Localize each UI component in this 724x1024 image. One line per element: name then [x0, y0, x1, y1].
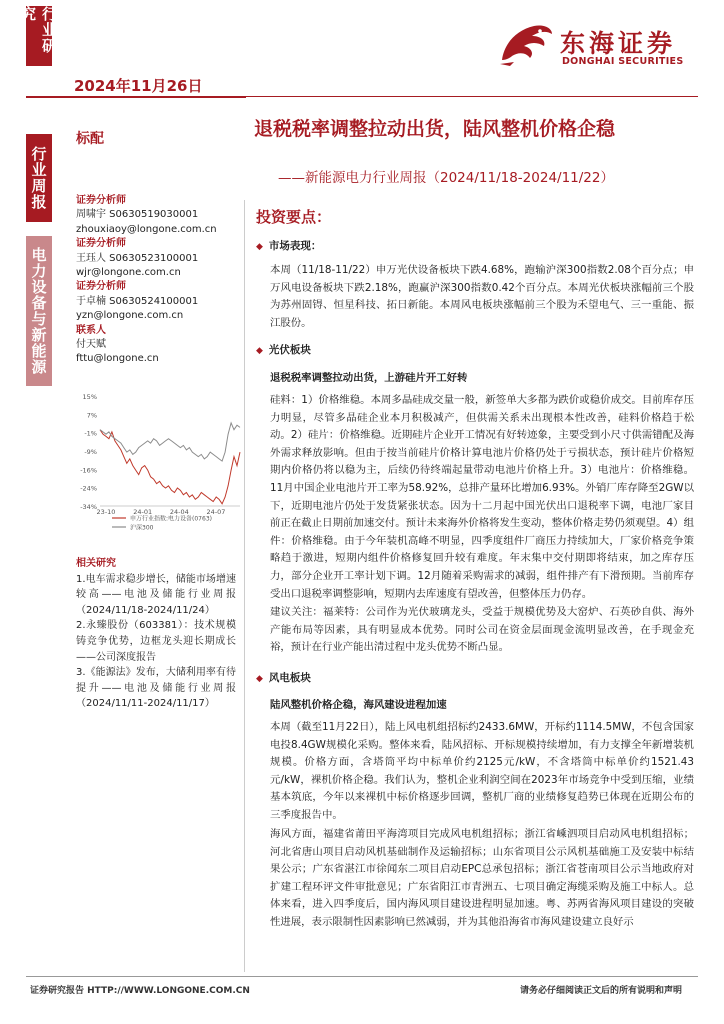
dragon-logo-icon: [494, 16, 556, 68]
y-tick-label: -16%: [80, 466, 97, 475]
footer-rule: [26, 976, 698, 977]
report-subtitle: ——新能源电力行业周报（2024/11/18-2024/11/22）: [278, 170, 614, 186]
diamond-bullet-icon: ◆: [256, 674, 263, 684]
footer-website[interactable]: 证券研究报告 HTTP://WWW.LONGONE.COM.CN: [30, 986, 250, 996]
series-line: [100, 430, 240, 504]
sector-tab: 电力设备与新能源: [26, 236, 52, 386]
report-type-tab: 行业研究: [26, 6, 52, 66]
x-tick-label: 23-10: [96, 508, 116, 516]
series-line: [100, 423, 240, 461]
y-tick-label: -34%: [80, 503, 97, 511]
industry-rating: 标配: [76, 131, 104, 147]
analyst-name: 周啸宇 S0630519030001: [76, 209, 199, 221]
diamond-bullet-icon: ◆: [256, 242, 263, 252]
pv-paragraph: 硅料：1）价格维稳。本周多晶硅成交量一般，新签单大多都为跌价或稳价成交。目前库存压力明显，尽管多晶硅企业本月积极减产，但供需关系未出现根本性改善，硅料价格趋于松动。2）硅片：价格维稳。近期硅片企业开工情况有好转迹象，主要受到小尺寸供需错配及海外需求释放影响。但由于按当前硅片价格计算电池片价格仍处于亏损状态，预计硅片价格短期内价格仍将以稳为主，后续仍待终端起量带动电池片价格上升。3）电池片：价格维稳。11月中国企业电池片开工率为58.92%，总排产量环比增加6.93%。外销厂库存降至2GW以下，近期电池片仍处于发货紧张状态。因为十二月起中国光伏出口退税率下调，电池厂家目前正在截止日期前加速交付。预计未来海外价格将发生变动，整体价格走势仍须观望。4）组件：价格维稳。由于今年装机高峰不明显，四季度组件厂商压力持续加大，厂家价格竞争策略趋于激进，短期内组件价格修复回升较有难度。年末集中交付期即将结束，加之库存压力，部分企业开工率计划下调。12月随着采购需求的减弱，组件排产有下滑预期。当前库存受出口退税率调整影响，短期内去库速度有望改善，但整体压力仍存。: [270, 394, 694, 600]
pv-heading: ◆ 光伏板块: [256, 344, 311, 356]
analyst-name: 于卓楠 S0630524100001: [76, 295, 199, 307]
footer-disclaimer: 请务必仔细阅读正文后的所有说明和声明: [520, 986, 683, 996]
wind-heading: ◆ 风电板块: [256, 672, 311, 684]
y-tick-label: 15%: [82, 393, 97, 401]
y-tick-label: -1%: [84, 429, 97, 438]
x-tick-label: 24-04: [169, 508, 189, 516]
analyst-role: 证券分析师: [76, 281, 126, 293]
related-research-item[interactable]: 2.永臻股份（603381）：技术规模铸竞争优势，边框龙头迎长期成长——公司深度报告: [76, 620, 236, 663]
market-heading: ◆ 市场表现：: [256, 240, 322, 252]
analyst-name: 王珏人 S0630523100001: [76, 252, 199, 264]
donghai-logo: [494, 16, 694, 68]
logo-en-text: DONGHAI SECURITIES: [562, 56, 684, 67]
header-rule-right: [246, 96, 698, 97]
x-tick-label: 24-01: [133, 508, 153, 516]
wind-subheading: 陆风整机价格企稳，海风建设进程加速: [270, 699, 447, 711]
chart-svg: [74, 390, 244, 538]
contact-name: 付天赋: [76, 339, 106, 351]
wind-paragraph-1: 本周（截至11月22日），陆上风电机组招标约2433.6MW，开标约1114.5MW，不包含国家电投8.4GW规模化采购。整体来看，陆风招标、开标规模持续增加，有力支撑全年新增装机规模。价格方面，含塔筒平均中标单价约2125元/kW，不含塔筒中标单价约1521.43元/kW，裸机价格企稳。我们认为，整机企业利润空间在2023年市场竞争中受到压缩，业绩基本筑底，今年以来裸机中标价格逐步回调，整机厂商的业绩修复趋势已体现在近期公布的三季度报告中。: [270, 721, 694, 821]
header-rule-left: [26, 96, 246, 98]
analyst-list: [76, 194, 238, 367]
analyst-email[interactable]: wjr@longone.com.cn: [76, 267, 181, 279]
y-tick-label: -24%: [80, 484, 97, 493]
contact-email[interactable]: fttu@longone.cn: [76, 353, 159, 365]
analyst-email[interactable]: zhouxiaoy@longone.com.cn: [76, 223, 217, 235]
wind-paragraph-2: 海风方面，福建省莆田平海湾项目完成风电机组招标；浙江省嵊泗项目启动风电机组招标；河北省唐山项目启动风机基础制作及运输招标；山东省项目公示风机基础施工及安装中标结果公示；广东省湛江市徐闻东二项目启动EPC总承包招标；浙江省苍南项目公示当地政府对扩建工程环评文件审批意见；广东省阳江市青洲五、七项目确定海缆采购及施工中标人。总体来看，进入四季度后，国内海风项目建设进程明显加速。粤、苏两省海风项目建设的突破性进展，表示限制性因素影响已然减弱，并为其他沿海省市海风建设建立良好示: [270, 828, 694, 928]
analyst-role: 证券分析师: [76, 195, 126, 206]
contact-role: 联系人: [76, 324, 106, 336]
report-title: 退税税率调整拉动出货，陆风整机价格企稳: [254, 118, 616, 140]
legend-label: 申万行业指数:电力设备(0763): [130, 515, 212, 523]
column-divider: [244, 200, 245, 972]
analyst-email[interactable]: yzn@longone.com.cn: [76, 310, 184, 322]
pv-advice-paragraph: 建议关注：福莱特：公司作为光伏玻璃龙头，受益于规模优势及大窑炉、石英砂自供、海外产能布局等因素，具有明显成本优势。同时公司在资金层面现金流明显改善，在手现金充裕，预计在行业产能出清过程中龙头优势不断凸显。: [270, 606, 694, 654]
report-subtype-tab: 行业周报: [26, 134, 52, 222]
y-tick-label: 7%: [86, 411, 97, 420]
market-paragraph: 本周（11/18-11/22）申万光伏设备板块下跌4.68%，跑输沪深300指数2.08个百分点；申万风电设备板块下跌2.18%，跑赢沪深300指数0.42个百分点。本周光伏板块涨幅前三个股为苏州固锝、恒星科技、拓日新能。本周风电板块涨幅前三个股为禾望电气、三一重能、振江股份。: [270, 264, 694, 329]
y-tick-label: -9%: [84, 448, 97, 456]
legend-label: 沪深300: [130, 524, 154, 532]
diamond-bullet-icon: ◆: [256, 346, 263, 356]
related-research-item[interactable]: 1.电车需求稳步增长，储能市场增速较高——电池及储能行业周报（2024/11/18-2024/11/24）: [76, 573, 236, 616]
pv-subheading: 退税税率调整拉动出货，上游硅片开工好转: [270, 372, 468, 384]
report-date: 2024年11月26日: [74, 77, 203, 95]
logo-cn-text: 东海证券: [560, 29, 677, 58]
related-research-item[interactable]: 3.《能源法》发布，大储利用率有待提升——电池及储能行业周报（2024/11/11-2024/11/17）: [76, 667, 236, 710]
related-research: [76, 556, 236, 712]
related-research-heading: 相关研究: [76, 558, 116, 569]
investment-points-heading: 投资要点：: [256, 208, 332, 226]
analyst-role: 证券分析师: [76, 238, 126, 250]
index-performance-chart: [74, 390, 244, 538]
x-tick-label: 24-07: [206, 508, 226, 516]
